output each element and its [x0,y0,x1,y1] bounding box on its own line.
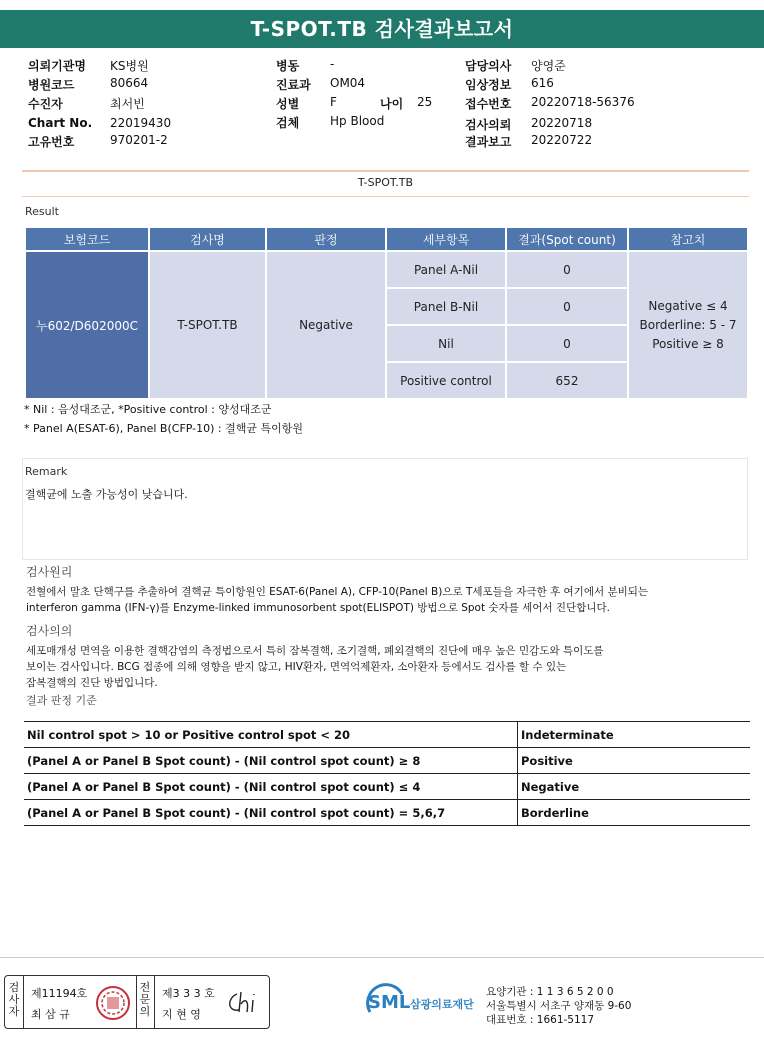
phone: 대표번호 : 1661-5117 [486,1014,595,1026]
criteria-result: Negative [518,774,751,800]
section-title: T-SPOT.TB [357,176,414,189]
criteria-result: Borderline [518,800,751,826]
vchar: 자 [8,1005,20,1018]
meaning-line: 잠복결핵의 진단 방법입니다. [26,677,158,689]
header-value: F [330,95,337,109]
criteria-row [24,722,750,748]
vchar: 의 [139,1005,151,1018]
header-key: 병동 [276,59,300,73]
item-value: 0 [507,289,627,324]
th-judgement: 판정 [267,228,385,250]
criteria-rule: (Panel A or Panel B Spot count) - (Nil control spot count) ≥ 8 [24,748,518,774]
criteria-label: 결과 판정 기준 [26,694,97,707]
footer-divider [0,957,764,958]
header-value: 616 [531,76,554,90]
meaning-line: 세포매개성 면역을 이용한 결핵감염의 측정법으로서 특히 잠복결핵, 조기결핵, 폐외결핵의 진단에 매우 높은 민감도와 특이도를 [26,645,604,657]
header-key: 진료과 [276,78,311,92]
reference-borderline: Borderline: 5 - 7 [639,317,737,332]
divider [22,196,749,197]
divider [22,170,749,172]
header-key: 의뢰기관명 [28,59,86,73]
specialist-name: 지 현 영 [162,1008,201,1021]
vchar: 사 [8,993,20,1006]
header-key: 검체 [276,116,300,130]
header-key: 병원코드 [28,78,75,92]
criteria-rule: (Panel A or Panel B Spot count) - (Nil control spot count) = 5,6,7 [24,800,518,826]
examiner-vlabel [8,982,20,1018]
header-value: 20220718-56376 [531,95,635,109]
note-nil: * Nil : 음성대조군, *Positive control : 양성대조군 [24,403,272,416]
judgement: Negative [267,252,385,398]
criteria-table [24,721,750,826]
criteria-rule: Nil control spot > 10 or Positive control spot < 20 [24,722,518,748]
item-name: Nil [387,326,505,361]
header-key: 임상정보 [465,78,512,92]
specialist-vlabel [139,982,151,1018]
header-key: 고유번호 [28,135,75,149]
reference-positive: Positive ≥ 8 [652,336,724,351]
th-code: 보험코드 [26,228,148,250]
item-name: Positive control [387,363,505,398]
principle-line: 전혈에서 말초 단핵구를 추출하여 결핵균 특이항원인 ESAT-6(Panel A), CFP-10(Panel B)으로 T세포들을 자극한 후 여기에서 분비되는 [26,586,649,598]
header-value: OM04 [330,76,366,90]
address: 서울특별시 서초구 양재동 9-60 [486,1000,632,1012]
divider [136,976,137,1028]
examiner-stamp-icon [95,985,131,1021]
header-key: 결과보고 [465,135,512,149]
reference-negative: Negative ≤ 4 [648,298,728,313]
age-label: 나이 [380,97,404,111]
meaning-label: 검사의의 [26,624,73,638]
org-name: 삼광의료재단 [410,998,474,1011]
test-name: T-SPOT.TB [150,252,265,398]
header-value: 970201-2 [110,133,168,147]
header-key: Chart No. [28,116,93,130]
header-key: 수진자 [28,97,63,111]
criteria-row [24,800,750,826]
criteria-rule: (Panel A or Panel B Spot count) - (Nil control spot count) ≤ 4 [24,774,518,800]
header-key: 성별 [276,97,300,111]
result-label: Result [25,205,59,218]
principle-line: interferon gamma (IFN-γ)를 Enzyme-linked immunosorbent spot(ELISPOT) 방법으로 Spot 숫자를 세어서 진단합니다. [26,602,610,614]
remark-text: 결핵균에 노출 가능성이 낮습니다. [25,488,188,501]
item-name: Panel A-Nil [387,252,505,287]
header-key: 검사의뢰 [465,118,512,132]
examiner-license: 제11194호 [31,987,88,1000]
institution-code: 요양기관 : 1 1 3 6 5 2 0 0 [486,986,614,998]
insurance-code: 누602/D602000C [26,252,148,398]
divider [154,976,155,1028]
result-table [24,226,749,400]
examiner-name: 최 삼 규 [31,1008,70,1021]
logo-text: SML [368,992,411,1013]
header-value: - [330,57,335,71]
reference-range [629,252,747,398]
signature-icon [225,988,263,1016]
specialist-license: 제3 3 3 호 [162,987,215,1000]
remark-label: Remark [25,465,68,478]
criteria-row [24,748,750,774]
age-value: 25 [417,95,433,109]
header-value: 양영준 [531,59,566,73]
principle-label: 검사원리 [26,565,73,579]
item-value: 0 [507,326,627,361]
remark-box [22,458,748,560]
vchar: 검 [8,981,20,994]
criteria-row [24,774,750,800]
item-value: 652 [507,363,627,398]
report-title: T-SPOT.TB 검사결과보고서 [0,10,764,48]
header-key: 접수번호 [465,97,512,111]
item-name: Panel B-Nil [387,289,505,324]
criteria-result: Indeterminate [518,722,751,748]
th-test-name: 검사명 [150,228,265,250]
item-value: 0 [507,252,627,287]
header-value: 20220722 [531,133,593,147]
criteria-result: Positive [518,748,751,774]
header-value: 80664 [110,76,149,90]
vchar: 전 [139,981,151,994]
header-value: 20220718 [531,116,593,130]
divider [23,976,24,1028]
th-detail: 세부항목 [387,228,505,250]
note-panel: * Panel A(ESAT-6), Panel B(CFP-10) : 결핵균 특이항원 [24,422,303,435]
header-value: 22019430 [110,116,172,130]
header-key: 담당의사 [465,59,512,73]
header-value: Hp Blood [330,114,385,128]
meaning-line: 보이는 검사입니다. BCG 접종에 의해 영향을 받지 않고, HIV환자, 면역억제환자, 소아환자 등에서도 검사를 할 수 있는 [26,661,567,673]
header-value: 최서빈 [110,97,145,111]
th-reference: 참고치 [629,228,747,250]
th-result: 결과(Spot count) [507,228,627,250]
signature-box [4,975,270,1029]
vchar: 문 [139,993,151,1006]
header-value: KS병원 [110,59,149,73]
